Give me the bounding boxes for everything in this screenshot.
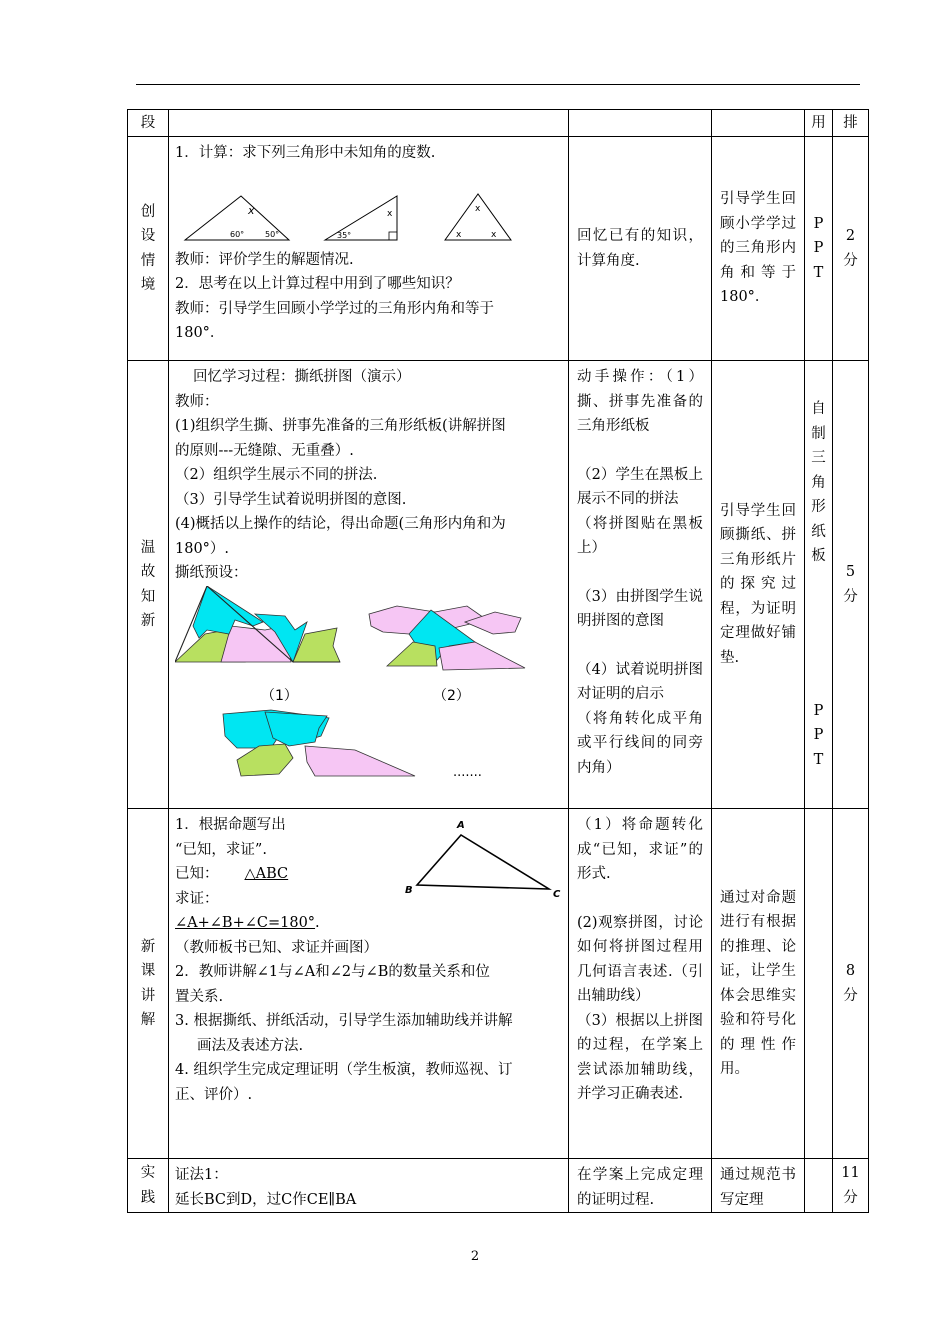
label-60: 60°: [230, 229, 245, 239]
stage-label: 温故知新: [140, 539, 156, 629]
header-teacher: [169, 110, 569, 137]
student-text: （4）试着说明拼图对证明的启示: [577, 661, 703, 702]
text-line: 证法1：: [175, 1167, 228, 1183]
media-cell: [805, 361, 833, 809]
figure-2-label: （2）: [433, 687, 470, 704]
intent-text: 通过对命题进行有根据的推理、论证，让学生体会思维实验和符号化的理性作用。: [720, 889, 796, 1077]
text-line: 正、评价）.: [175, 1086, 253, 1103]
dots-label: .......: [453, 764, 482, 780]
intent-cell: [712, 361, 805, 809]
paper-tearing-figures: [175, 586, 563, 806]
time-label: 2分: [843, 228, 858, 269]
time-cell: [833, 361, 869, 809]
tearing-figure-1: [175, 586, 340, 662]
header-student: [569, 110, 712, 137]
stage-cell: [128, 361, 169, 809]
stage-cell: [128, 809, 169, 1159]
time-label: 5分: [843, 564, 858, 605]
text-line: 教师：引导学生回顾小学学过的三角形内角和等于: [175, 300, 494, 317]
label-35: 35°: [337, 230, 352, 240]
triangle-exercises: [175, 166, 563, 248]
given-label: 已知：: [175, 866, 219, 882]
intent-cell: [712, 809, 805, 1159]
text-line: 置关系.: [175, 988, 224, 1005]
text-line: 2．思考在以上计算过程中用到了哪些知识？: [175, 276, 460, 292]
teacher-cell: [169, 809, 569, 1159]
text-line: (4)概括以上操作的结论，得出命题(三角形内角和为: [175, 516, 506, 532]
label-50: 50°: [265, 229, 280, 239]
text-line: （3）引导学生试着说明拼图的意图.: [175, 491, 407, 508]
text-line: 的原则---无缝隙、无重叠）.: [175, 442, 354, 459]
intent-cell: [712, 137, 805, 361]
media-cell: [805, 809, 833, 1159]
time-label: 11分: [841, 1165, 860, 1206]
student-text: (2)观察拼图，讨论如何将拼图过程用几何语言表述.（引出辅助线）: [577, 914, 703, 1004]
text-line: 1．根据命题写出: [175, 817, 286, 833]
media-label: PPT: [813, 215, 824, 281]
stage-label: 新课讲解: [140, 938, 156, 1028]
student-cell: [569, 137, 712, 361]
text-line: 180°．: [175, 325, 225, 341]
student-text: （3）根据以上拼图的过程，在学案上尝试添加辅助线，并学习正确表述.: [577, 1012, 703, 1102]
page-number: 2: [470, 1249, 480, 1264]
student-cell: [569, 1159, 712, 1213]
student-text: （将角转化成平角或平行线间的同旁内角）: [577, 710, 703, 776]
label-x: x: [491, 229, 497, 240]
intent-text: 引导学生回顾撕纸、拼三角形纸片的探究过程，为证明定理做好铺垫.: [720, 502, 796, 666]
text-line: 回忆学习过程：撕纸拼图（演示）: [193, 369, 411, 385]
vertex-a-label: A: [457, 820, 465, 831]
stage-cell: [128, 137, 169, 361]
given-value: △ABC: [244, 866, 289, 882]
header-time: 排: [833, 110, 869, 137]
stage-label: 创设情境: [140, 203, 156, 293]
table-row: [128, 137, 869, 361]
student-text: （将拼图贴在黑板上）: [577, 515, 703, 556]
media-label: 自制三角形纸板: [811, 401, 826, 564]
vertex-b-label: B: [405, 885, 413, 896]
table-row: [128, 809, 869, 1159]
time-cell: [833, 137, 869, 361]
text-line: (1)组织学生撕、拼事先准备的三角形纸板(讲解拼图: [175, 418, 506, 434]
student-text: 在学案上完成定理的证明过程.: [577, 1167, 703, 1208]
student-cell: [569, 809, 712, 1159]
media-cell: [805, 1159, 833, 1213]
time-cell: [833, 809, 869, 1159]
tearing-figure-2: [369, 606, 525, 670]
prove-value: ∠A+∠B+∠C=180°: [175, 915, 316, 931]
student-text: 动手操作：（1）撕、拼事先准备的三角形纸板: [577, 369, 703, 434]
stage-cell: [128, 1159, 169, 1213]
student-text: （3）由拼图学生说明拼图的意图: [577, 588, 703, 629]
student-text: 回忆已有的知识，计算角度.: [577, 228, 703, 269]
header-media: 用: [805, 110, 833, 137]
table-row: [128, 361, 869, 809]
text-line: 教师：评价学生的解题情况.: [175, 251, 354, 268]
student-text: （2）学生在黑板上展示不同的拼法: [577, 466, 703, 507]
text-line: 延长BC到D，过C作CE∥BA: [175, 1191, 357, 1208]
student-cell: [569, 361, 712, 809]
label-x: x: [387, 208, 393, 219]
header-stage: 段: [128, 110, 169, 137]
text-line: 1．计算：求下列三角形中未知角的度数.: [175, 145, 436, 161]
teacher-cell: [169, 1159, 569, 1213]
vertex-c-label: C: [553, 889, 561, 900]
text-line: 求证：: [175, 890, 219, 907]
text-line: 2．教师讲解∠1与∠A和∠2与∠B的数量关系和位: [175, 964, 490, 980]
header-intent: [712, 110, 805, 137]
text-line: （教师板书已知、求证并画图）: [175, 939, 378, 956]
time-label: 8分: [843, 963, 858, 1004]
teacher-cell: [169, 137, 569, 361]
intent-cell: [712, 1159, 805, 1213]
text-line: 画法及表述方法.: [197, 1037, 304, 1054]
text-line: （2）组织学生展示不同的拼法.: [175, 467, 378, 483]
media-label: PPT: [813, 702, 824, 768]
text-line: 撕纸预设：: [175, 565, 248, 581]
lesson-plan-table: [127, 109, 869, 1213]
table-row: [128, 1159, 869, 1213]
text-line: 教师：: [175, 393, 219, 410]
label-x: x: [475, 203, 481, 214]
header-rule: [136, 84, 860, 85]
prove-period: .: [315, 915, 320, 931]
text-line: 3. 根据撕纸、拼纸活动，引导学生添加辅助线并讲解: [175, 1013, 513, 1029]
intent-text: 通过规范书写定理: [720, 1167, 796, 1208]
tearing-figure-3: [223, 710, 415, 776]
stage-label: 实践: [140, 1165, 156, 1206]
text-line: “已知，求证”.: [175, 841, 267, 858]
figure-1-label: （1）: [261, 687, 298, 704]
text-line: 180°）.: [175, 540, 230, 557]
label-x: x: [248, 203, 255, 217]
intent-text: 引导学生回顾小学学过的三角形内角和等于180°．: [720, 191, 796, 306]
teacher-cell: [169, 361, 569, 809]
text-line: 4. 组织学生完成定理证明（学生板演，教师巡视、订: [175, 1062, 513, 1078]
label-x: x: [456, 229, 462, 240]
triangle-abc-diagram: [401, 813, 569, 903]
media-cell: [805, 137, 833, 361]
student-text: （1）将命题转化成“已知，求证”的形式.: [577, 817, 703, 882]
table-header-row: [128, 110, 869, 137]
time-cell: [833, 1159, 869, 1213]
text-line: [175, 911, 562, 936]
